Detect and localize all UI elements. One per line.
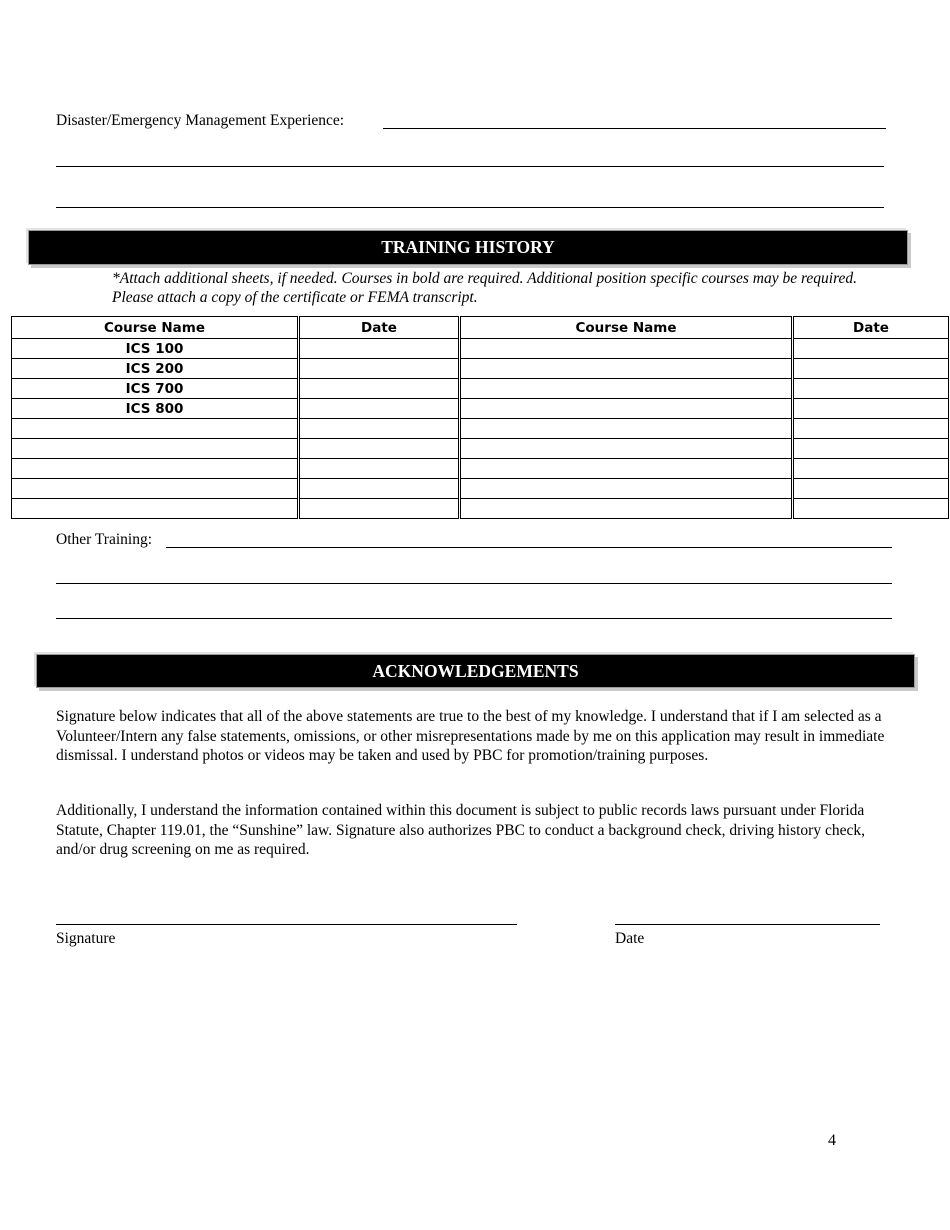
table-row: [12, 359, 949, 379]
date-cell[interactable]: [299, 399, 460, 419]
table-row: [12, 419, 949, 439]
date-cell[interactable]: [299, 339, 460, 359]
training-note: *Attach additional sheets, if needed. Courses in bold are required. Additional position specific courses may be required. Please attach a copy of the certificate or FEMA transcript.: [112, 270, 858, 306]
table-row: [12, 379, 949, 399]
signature-label: Signature: [56, 930, 116, 947]
course-name-cell[interactable]: [460, 499, 793, 519]
experience-label: Disaster/Emergency Management Experience:: [56, 112, 345, 129]
other-training-label: Other Training:: [56, 531, 153, 548]
course-name-cell[interactable]: [12, 459, 299, 479]
table-row: [12, 459, 949, 479]
course-name-cell[interactable]: [460, 399, 793, 419]
date-cell[interactable]: [299, 419, 460, 439]
table-row: [12, 339, 949, 359]
date-line[interactable]: [615, 924, 880, 925]
date-cell[interactable]: [793, 499, 949, 519]
header-date: Date: [299, 317, 460, 339]
date-cell[interactable]: [299, 439, 460, 459]
date-cell[interactable]: [793, 479, 949, 499]
date-cell[interactable]: [793, 359, 949, 379]
other-training-input-line-2[interactable]: [56, 583, 892, 584]
table-row: [12, 499, 949, 519]
header-course-name: Course Name: [12, 317, 299, 339]
training-history-banner: TRAINING HISTORY: [28, 230, 908, 265]
date-cell[interactable]: [299, 379, 460, 399]
acknowledgement-paragraph-2: Additionally, I understand the information contained within this document is subject to public records laws pursuant under Florida Statute, Chapter 119.01, the “Sunshine” law. Signature also authorizes PBC to conduct a background check, driving history check, and/or drug screening on me as required.: [56, 802, 865, 858]
course-name-cell[interactable]: [460, 439, 793, 459]
course-name-cell: ICS 800: [12, 399, 299, 419]
course-name-cell[interactable]: [12, 419, 299, 439]
date-cell[interactable]: [299, 359, 460, 379]
course-name-cell: ICS 700: [12, 379, 299, 399]
course-name-cell[interactable]: [12, 499, 299, 519]
date-cell[interactable]: [793, 399, 949, 419]
experience-input-line-2[interactable]: [56, 166, 884, 167]
table-row: [12, 479, 949, 499]
course-name-cell[interactable]: [460, 359, 793, 379]
signature-line[interactable]: [56, 924, 517, 925]
date-cell[interactable]: [299, 459, 460, 479]
acknowledgements-banner: ACKNOWLEDGEMENTS: [36, 654, 915, 688]
course-name-cell[interactable]: [460, 339, 793, 359]
page-number: 4: [828, 1132, 836, 1149]
other-training-input-line-3[interactable]: [56, 618, 892, 619]
training-table: [11, 316, 949, 519]
date-cell[interactable]: [793, 439, 949, 459]
course-name-cell[interactable]: [460, 459, 793, 479]
experience-input-line-3[interactable]: [56, 207, 884, 208]
date-cell[interactable]: [793, 419, 949, 439]
header-course-name: Course Name: [460, 317, 793, 339]
date-cell[interactable]: [793, 379, 949, 399]
table-header-row: [12, 317, 949, 339]
header-date: Date: [793, 317, 949, 339]
date-cell[interactable]: [299, 479, 460, 499]
experience-input-line[interactable]: [383, 128, 886, 129]
course-name-cell[interactable]: [12, 439, 299, 459]
course-name-cell: ICS 100: [12, 339, 299, 359]
date-cell[interactable]: [793, 339, 949, 359]
course-name-cell[interactable]: [460, 419, 793, 439]
table-row: [12, 439, 949, 459]
date-cell[interactable]: [299, 499, 460, 519]
table-row: [12, 399, 949, 419]
other-training-input-line[interactable]: [166, 547, 892, 548]
acknowledgement-paragraph-1: Signature below indicates that all of the above statements are true to the best of my knowledge. I understand that if I am selected as a Volunteer/Intern any false statements, omissions, or other misrepresentations made by me on this application may result in immediate dismissal. I understand photos or videos may be taken and used by PBC for promotion/training purposes.: [56, 708, 885, 764]
course-name-cell[interactable]: [12, 479, 299, 499]
date-cell[interactable]: [793, 459, 949, 479]
date-label: Date: [615, 930, 645, 947]
course-name-cell: ICS 200: [12, 359, 299, 379]
course-name-cell[interactable]: [460, 479, 793, 499]
course-name-cell[interactable]: [460, 379, 793, 399]
